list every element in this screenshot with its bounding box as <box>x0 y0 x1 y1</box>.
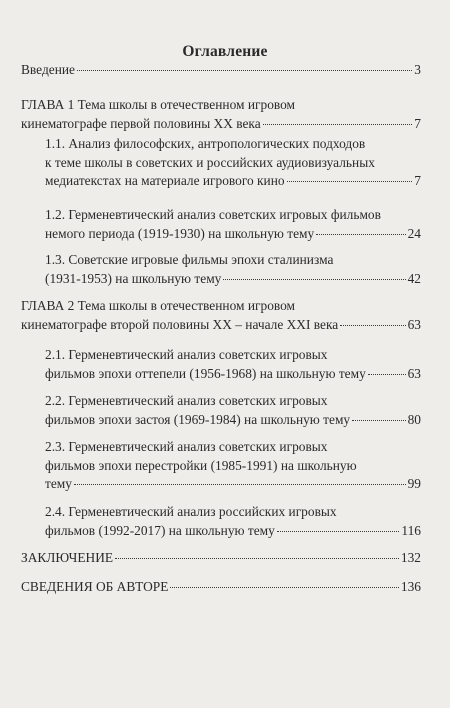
toc-entry <box>45 503 421 540</box>
toc-entry <box>45 346 421 383</box>
page-number: 7 <box>414 173 421 188</box>
toc-entry-text: медиатекстах на материале игрового кино <box>45 173 285 188</box>
toc-entry-text: 2.1. Герменевтический анализ советских игровых <box>45 347 328 362</box>
page-number: 7 <box>414 115 421 131</box>
dot-leader <box>368 373 406 375</box>
toc-entry-text: 1.1. Анализ философских, антропологических подходов <box>45 136 366 151</box>
toc-entry <box>45 251 421 288</box>
toc-entry-text: 2.4. Герменевтический анализ российских игровых <box>45 504 337 519</box>
dot-leader <box>115 557 399 559</box>
dot-leader <box>170 586 398 588</box>
toc-entry-text: (1931-1953) на школьную тему <box>45 270 222 286</box>
toc-entry <box>21 549 421 568</box>
dot-leader <box>74 483 406 485</box>
page-number: 24 <box>407 225 421 241</box>
toc-entry <box>21 96 421 133</box>
toc-entry-text: ЗАКЛЮЧЕНИЕ <box>21 550 114 565</box>
page-number: 3 <box>414 62 421 77</box>
dot-leader <box>263 123 413 125</box>
toc-entry-text: фильмов эпохи перестройки (1985-1991) на школьную <box>45 457 357 473</box>
dot-leader <box>223 278 405 280</box>
toc-entry-text: 2.2. Герменевтический анализ советских игровых <box>45 393 328 408</box>
dot-leader <box>340 324 405 326</box>
toc-entry-text: фильмов эпохи застоя (1969-1984) на школьную тему <box>45 411 351 427</box>
page-number: 63 <box>407 365 421 381</box>
toc-entry-text: ГЛАВА 1 Тема школы в отечественном игровом <box>21 97 296 112</box>
dot-leader <box>352 419 405 421</box>
toc-entry-text: фильмов (1992-2017) на школьную тему <box>45 522 275 538</box>
toc-entry-text: Введение <box>21 62 75 77</box>
toc-entry <box>45 206 421 243</box>
toc-entry <box>21 578 421 597</box>
toc-entry-text: СВЕДЕНИЯ ОБ АВТОРЕ <box>21 579 169 594</box>
toc-entry <box>45 135 421 191</box>
page-number: 136 <box>400 579 421 594</box>
toc-entry-text: тему <box>45 476 72 491</box>
dot-leader <box>77 69 412 71</box>
toc-entry <box>45 392 421 429</box>
dot-leader <box>316 233 405 235</box>
toc-entry-text: к теме школы в советских и российских аудиовизуальных <box>45 154 375 170</box>
page-number: 132 <box>400 550 421 565</box>
toc-entry-text: 1.3. Советские игровые фильмы эпохи сталинизма <box>45 252 334 267</box>
toc-entry-text: 2.3. Герменевтический анализ советских игровых <box>45 439 328 454</box>
toc-entry <box>21 297 421 334</box>
page-number: 99 <box>407 476 421 491</box>
page-number: 42 <box>407 270 421 286</box>
toc-entry-text: ГЛАВА 2 Тема школы в отечественном игровом <box>21 298 296 313</box>
page-number: 80 <box>407 411 421 427</box>
toc-entry-text: кинематографе второй половины XX – начале XXI века <box>21 316 339 332</box>
page-number: 63 <box>407 316 421 332</box>
toc-title: Оглавление <box>182 43 268 60</box>
toc-entry-text: немого периода (1919-1930) на школьную тему <box>45 225 315 241</box>
toc-entry-text: 1.2. Герменевтический анализ советских игровых фильмов <box>45 207 381 222</box>
page-number: 116 <box>401 522 421 538</box>
dot-leader <box>287 180 413 182</box>
dot-leader <box>277 530 400 532</box>
toc-entry-text: фильмов эпохи оттепели (1956-1968) на школьную тему <box>45 365 366 381</box>
toc-entry-text: кинематографе первой половины XX века <box>21 115 261 131</box>
toc-entry <box>21 61 421 80</box>
toc-entry <box>45 438 421 494</box>
